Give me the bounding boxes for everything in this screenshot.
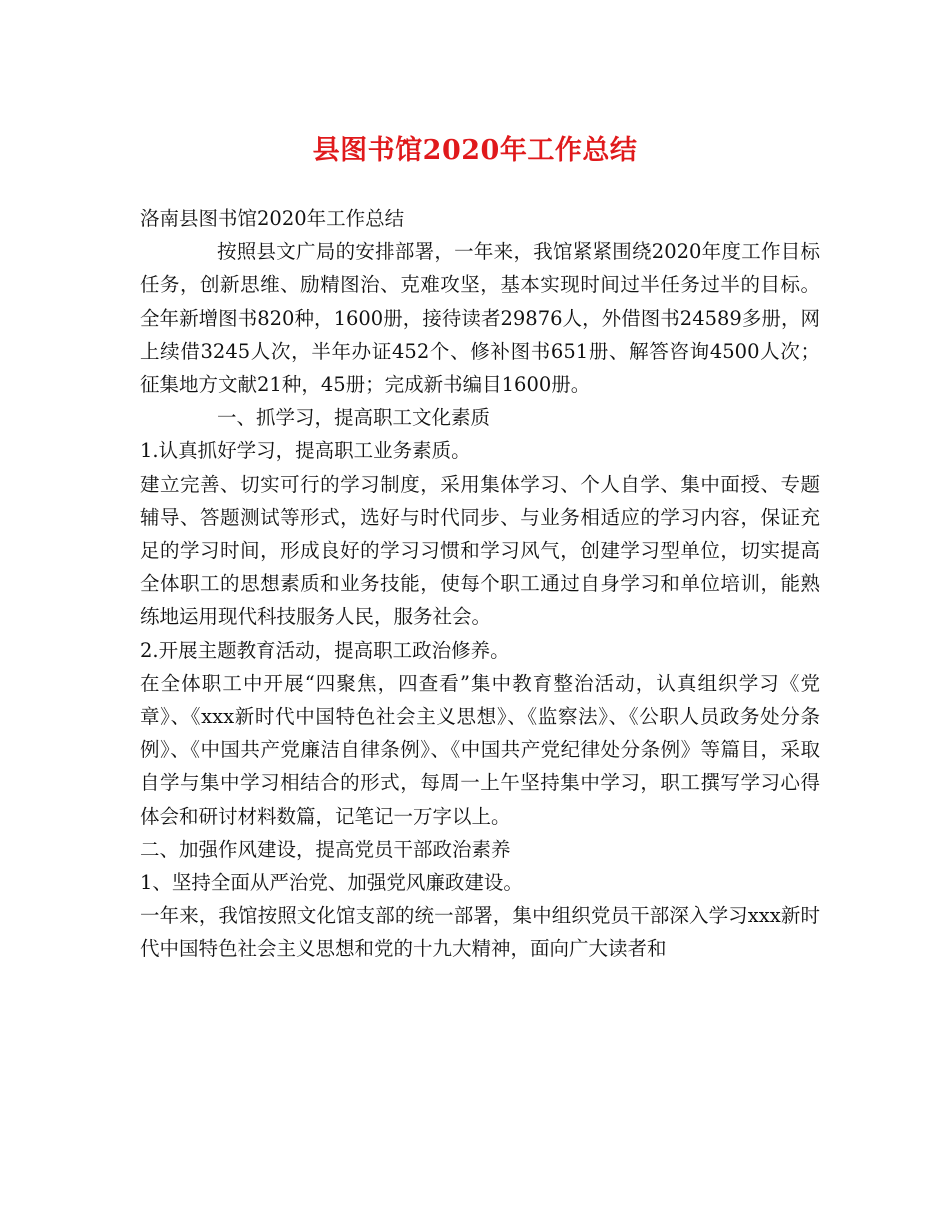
paragraph-party-building: 一年来，我馆按照文化馆支部的统一部署，集中组织党员干部深入学习xxx新时代中国特色社会主义思想和党的十九大精神，面向广大读者和 (140, 904, 820, 961)
paragraph-subtitle: 洛南县图书馆2020年工作总结 (140, 207, 405, 230)
subsection-heading-1-1: 1.认真抓好学习，提高职工业务素质。 (140, 439, 471, 463)
document-body (140, 202, 820, 966)
section-heading-1: 一、抓学习，提高职工文化素质 (217, 406, 491, 430)
paragraph-education-activity: 在全体职工中开展“四聚焦，四查看”集中教育整治活动，认真组织学习《党章》、《xxx新时代中国特色社会主义思想》、《监察法》、《公职人员政务处分条例》、《中国共产党廉洁自律条例》、《中国共产党纪律处分条例》等篇目，采取自学与集中学习相结合的形式，每周一上午坚持集中学习，职工撰写学习心得体会和研讨材料数篇，记笔记一万字以上。 (140, 671, 820, 828)
subsection-heading-2-1: 1、坚持全面从严治党、加强党风廉政建设。 (140, 871, 523, 895)
section-heading-2: 二、加强作风建设，提高党员干部政治素养 (140, 837, 511, 861)
paragraph-study-system: 建立完善、切实可行的学习制度，采用集体学习、个人自学、集中面授、专题辅导、答题测试等形式，选好与时代同步、与业务相适应的学习内容，保证充足的学习时间，形成良好的学习习惯和学习风气，创建学习型单位，切实提高全体职工的思想素质和业务技能，使每个职工通过自身学习和单位培训，能熟练地运用现代科技服务人民，服务社会。 (140, 472, 820, 629)
subsection-heading-1-2: 2.开展主题教育活动，提高职工政治修养。 (140, 638, 510, 662)
paragraph-intro: 按照县文广局的安排部署，一年来，我馆紧紧围绕2020年度工作目标任务，创新思维、励精图治、克难攻坚，基本实现时间过半任务过半的目标。全年新增图书820种，1600册，接待读者29876人，外借图书24589多册，网上续借3245人次，半年办证452个、修补图书651册、解答咨询4500人次；征集地方文献21种，45册；完成新书编目1600册。 (140, 240, 820, 397)
document-title: 县图书馆2020年工作总结 (312, 135, 638, 166)
